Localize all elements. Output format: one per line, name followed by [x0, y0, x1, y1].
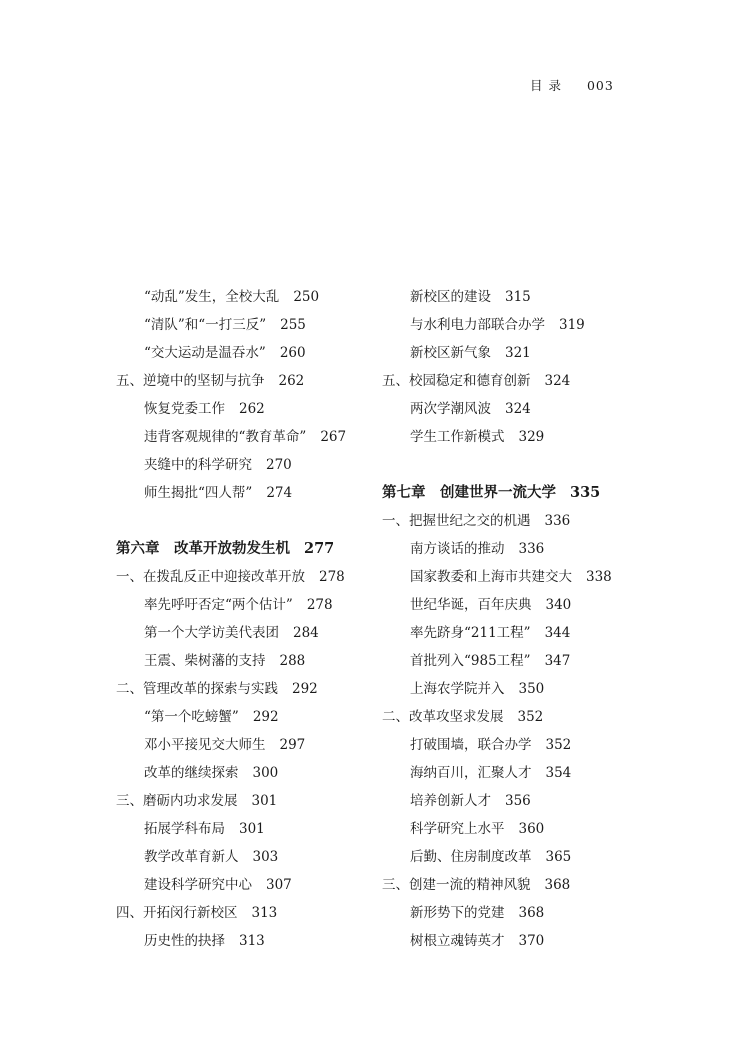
toc-entry-title: “第一个吃螃蟹” — [144, 709, 239, 725]
toc-entry-title: 两次学潮风波 — [410, 401, 491, 417]
toc-entry-title: 师生揭批“四人帮” — [144, 485, 253, 501]
toc-entry-title: 上海农学院并入 — [410, 681, 505, 697]
toc-entry-page: 297 — [279, 737, 306, 753]
toc-entry-page: 274 — [266, 485, 293, 501]
toc-subsection — [116, 622, 386, 650]
toc-entry-page: 267 — [320, 429, 347, 445]
toc-entry-title: 三、创建一流的精神风貌 — [382, 877, 531, 893]
toc-section — [382, 370, 652, 398]
toc-subsection — [382, 846, 652, 874]
toc-entry-page: 324 — [544, 373, 571, 389]
toc-entry-title: 五、校园稳定和德育创新 — [382, 373, 531, 389]
toc-entry-title: 历史性的抉择 — [144, 933, 225, 949]
toc-entry-title: 国家教委和上海市共建交大 — [410, 569, 572, 585]
toc-entry-title: 建设科学研究中心 — [144, 877, 252, 893]
toc-entry-page: 262 — [239, 401, 265, 417]
toc-subsection — [382, 538, 652, 566]
toc-subsection — [382, 398, 652, 426]
section-spacer — [116, 510, 386, 538]
toc-right-column — [382, 286, 652, 958]
toc-entry-title: 教学改革育新人 — [144, 849, 239, 865]
toc-subsection — [382, 902, 652, 930]
toc-section — [382, 874, 652, 902]
toc-entry-page: 288 — [279, 653, 306, 669]
toc-entry-title: “动乱”发生，全校大乱 — [144, 289, 280, 305]
toc-subsection — [116, 342, 386, 370]
toc-entry-title: 一、在拨乱反正中迎接改革开放 — [116, 569, 305, 585]
toc-left-column — [116, 286, 386, 958]
toc-entry-page: 255 — [280, 317, 306, 333]
toc-entry-page: 277 — [304, 540, 335, 557]
toc-entry-title: 恢复党委工作 — [144, 401, 225, 417]
toc-subsection — [116, 426, 386, 454]
toc-entry-page: 336 — [518, 541, 545, 557]
toc-subsection — [382, 622, 652, 650]
toc-entry-page: 368 — [518, 905, 545, 921]
toc-subsection — [116, 398, 386, 426]
toc-subsection — [116, 650, 386, 678]
toc-entry-page: 262 — [278, 373, 305, 389]
toc-subsection — [116, 818, 386, 846]
section-spacer — [382, 454, 652, 482]
toc-subsection — [382, 594, 652, 622]
toc-subsection — [116, 762, 386, 790]
toc-entry-title: 第七章 创建世界一流大学 — [382, 484, 556, 501]
toc-entry-page: 284 — [293, 625, 319, 641]
toc-entry-title: 首批列入“985工程” — [410, 653, 531, 669]
toc-entry-title: “清队”和“一打三反” — [144, 317, 267, 333]
toc-subsection — [116, 482, 386, 510]
toc-entry-title: 率先跻身“211工程” — [410, 625, 531, 641]
toc-entry-title: 打破围墙，联合办学 — [410, 737, 532, 753]
toc-entry-page: 300 — [252, 765, 279, 781]
toc-subsection — [116, 846, 386, 874]
toc-subsection — [116, 454, 386, 482]
toc-entry-title: 夹缝中的科学研究 — [144, 457, 252, 473]
toc-subsection — [382, 790, 652, 818]
toc-entry-page: 365 — [545, 849, 572, 865]
toc-subsection — [116, 594, 386, 622]
toc-entry-page: 335 — [570, 484, 601, 501]
toc-section — [116, 902, 386, 930]
toc-entry-title: 王震、柴树藩的支持 — [144, 653, 266, 669]
toc-entry-page: 292 — [292, 681, 318, 697]
toc-subsection — [382, 734, 652, 762]
toc-subsection — [382, 342, 652, 370]
toc-entry-page: 301 — [239, 821, 265, 837]
toc-entry-page: 340 — [545, 597, 572, 613]
toc-entry-page: 303 — [252, 849, 279, 865]
toc-entry-page: 292 — [252, 709, 279, 725]
toc-entry-title: 南方谈话的推动 — [410, 541, 505, 557]
toc-section — [116, 566, 386, 594]
toc-entry-page: 313 — [239, 933, 265, 949]
toc-section — [382, 706, 652, 734]
toc-entry-page: 307 — [266, 877, 292, 893]
toc-entry-title: 一、把握世纪之交的机遇 — [382, 513, 531, 529]
toc-entry-title: 学生工作新模式 — [410, 429, 505, 445]
toc-subsection — [116, 706, 386, 734]
toc-entry-title: 率先呼吁否定“两个估计” — [144, 597, 293, 613]
toc-subsection — [116, 734, 386, 762]
toc-subsection — [382, 762, 652, 790]
toc-entry-title: 新校区新气象 — [410, 345, 491, 361]
toc-entry-title: 世纪华诞，百年庆典 — [410, 597, 532, 613]
toc-entry-page: 321 — [505, 345, 531, 361]
toc-entry-title: 后勤、住房制度改革 — [410, 849, 532, 865]
toc-section — [116, 678, 386, 706]
toc-entry-page: 368 — [544, 877, 571, 893]
toc-entry-page: 338 — [586, 569, 612, 585]
toc-entry-page: 260 — [279, 345, 306, 361]
toc-entry-title: 改革的继续探索 — [144, 765, 239, 781]
toc-entry-page: 360 — [518, 821, 545, 837]
toc-subsection — [116, 286, 386, 314]
toc-entry-page: 324 — [505, 401, 531, 417]
toc-entry-page: 270 — [266, 457, 292, 473]
toc-entry-page: 347 — [544, 653, 571, 669]
toc-entry-title: 第一个大学访美代表团 — [144, 625, 279, 641]
toc-subsection — [382, 818, 652, 846]
toc-entry-title: “交大运动是温吞水” — [144, 345, 266, 361]
toc-subsection — [382, 650, 652, 678]
toc-entry-title: 树根立魂铸英才 — [410, 933, 505, 949]
toc-entry-title: 与水利电力部联合办学 — [410, 317, 545, 333]
toc-subsection — [382, 286, 652, 314]
toc-entry-page: 278 — [319, 569, 345, 585]
toc-entry-page: 370 — [518, 933, 545, 949]
toc-chapter — [116, 538, 386, 566]
toc-entry-title: 二、改革攻坚求发展 — [382, 709, 504, 725]
toc-subsection — [382, 426, 652, 454]
toc-section — [116, 370, 386, 398]
toc-subsection — [382, 678, 652, 706]
toc-entry-page: 344 — [544, 625, 571, 641]
toc-entry-page: 350 — [518, 681, 545, 697]
toc-entry-title: 二、管理改革的探索与实践 — [116, 681, 278, 697]
running-header — [530, 76, 614, 94]
toc-entry-page: 354 — [545, 765, 572, 781]
toc-entry-title: 拓展学科布局 — [144, 821, 225, 837]
toc-subsection — [116, 874, 386, 902]
toc-entry-page: 278 — [306, 597, 333, 613]
toc-entry-page: 352 — [517, 709, 544, 725]
toc-entry-title: 四、开拓闵行新校区 — [116, 905, 238, 921]
toc-entry-page: 315 — [505, 289, 531, 305]
toc-entry-page: 301 — [251, 793, 278, 809]
header-title: 目 录 — [530, 78, 562, 93]
toc-entry-page: 250 — [293, 289, 320, 305]
toc-subsection — [116, 314, 386, 342]
toc-entry-title: 新校区的建设 — [410, 289, 491, 305]
toc-subsection — [382, 566, 652, 594]
toc-subsection — [116, 930, 386, 958]
toc-entry-title: 培养创新人才 — [410, 793, 491, 809]
toc-entry-title: 科学研究上水平 — [410, 821, 505, 837]
toc-entry-title: 三、磨砺内功求发展 — [116, 793, 238, 809]
toc-subsection — [382, 314, 652, 342]
toc-entry-page: 356 — [505, 793, 531, 809]
header-page-number: 003 — [586, 78, 614, 93]
toc-entry-page: 319 — [559, 317, 585, 333]
toc-entry-title: 五、逆境中的坚韧与抗争 — [116, 373, 265, 389]
toc-entry-title: 违背客观规律的“教育革命” — [144, 429, 307, 445]
toc-chapter — [382, 482, 652, 510]
toc-entry-page: 329 — [518, 429, 545, 445]
toc-section — [382, 510, 652, 538]
toc-entry-title: 邓小平接见交大师生 — [144, 737, 266, 753]
toc-entry-title: 新形势下的党建 — [410, 905, 505, 921]
toc-section — [116, 790, 386, 818]
toc-subsection — [382, 930, 652, 958]
toc-entry-page: 313 — [251, 905, 278, 921]
toc-entry-title: 海纳百川，汇聚人才 — [410, 765, 532, 781]
toc-entry-page: 336 — [544, 513, 571, 529]
toc-entry-title: 第六章 改革开放勃发生机 — [116, 540, 290, 557]
toc-entry-page: 352 — [545, 737, 572, 753]
